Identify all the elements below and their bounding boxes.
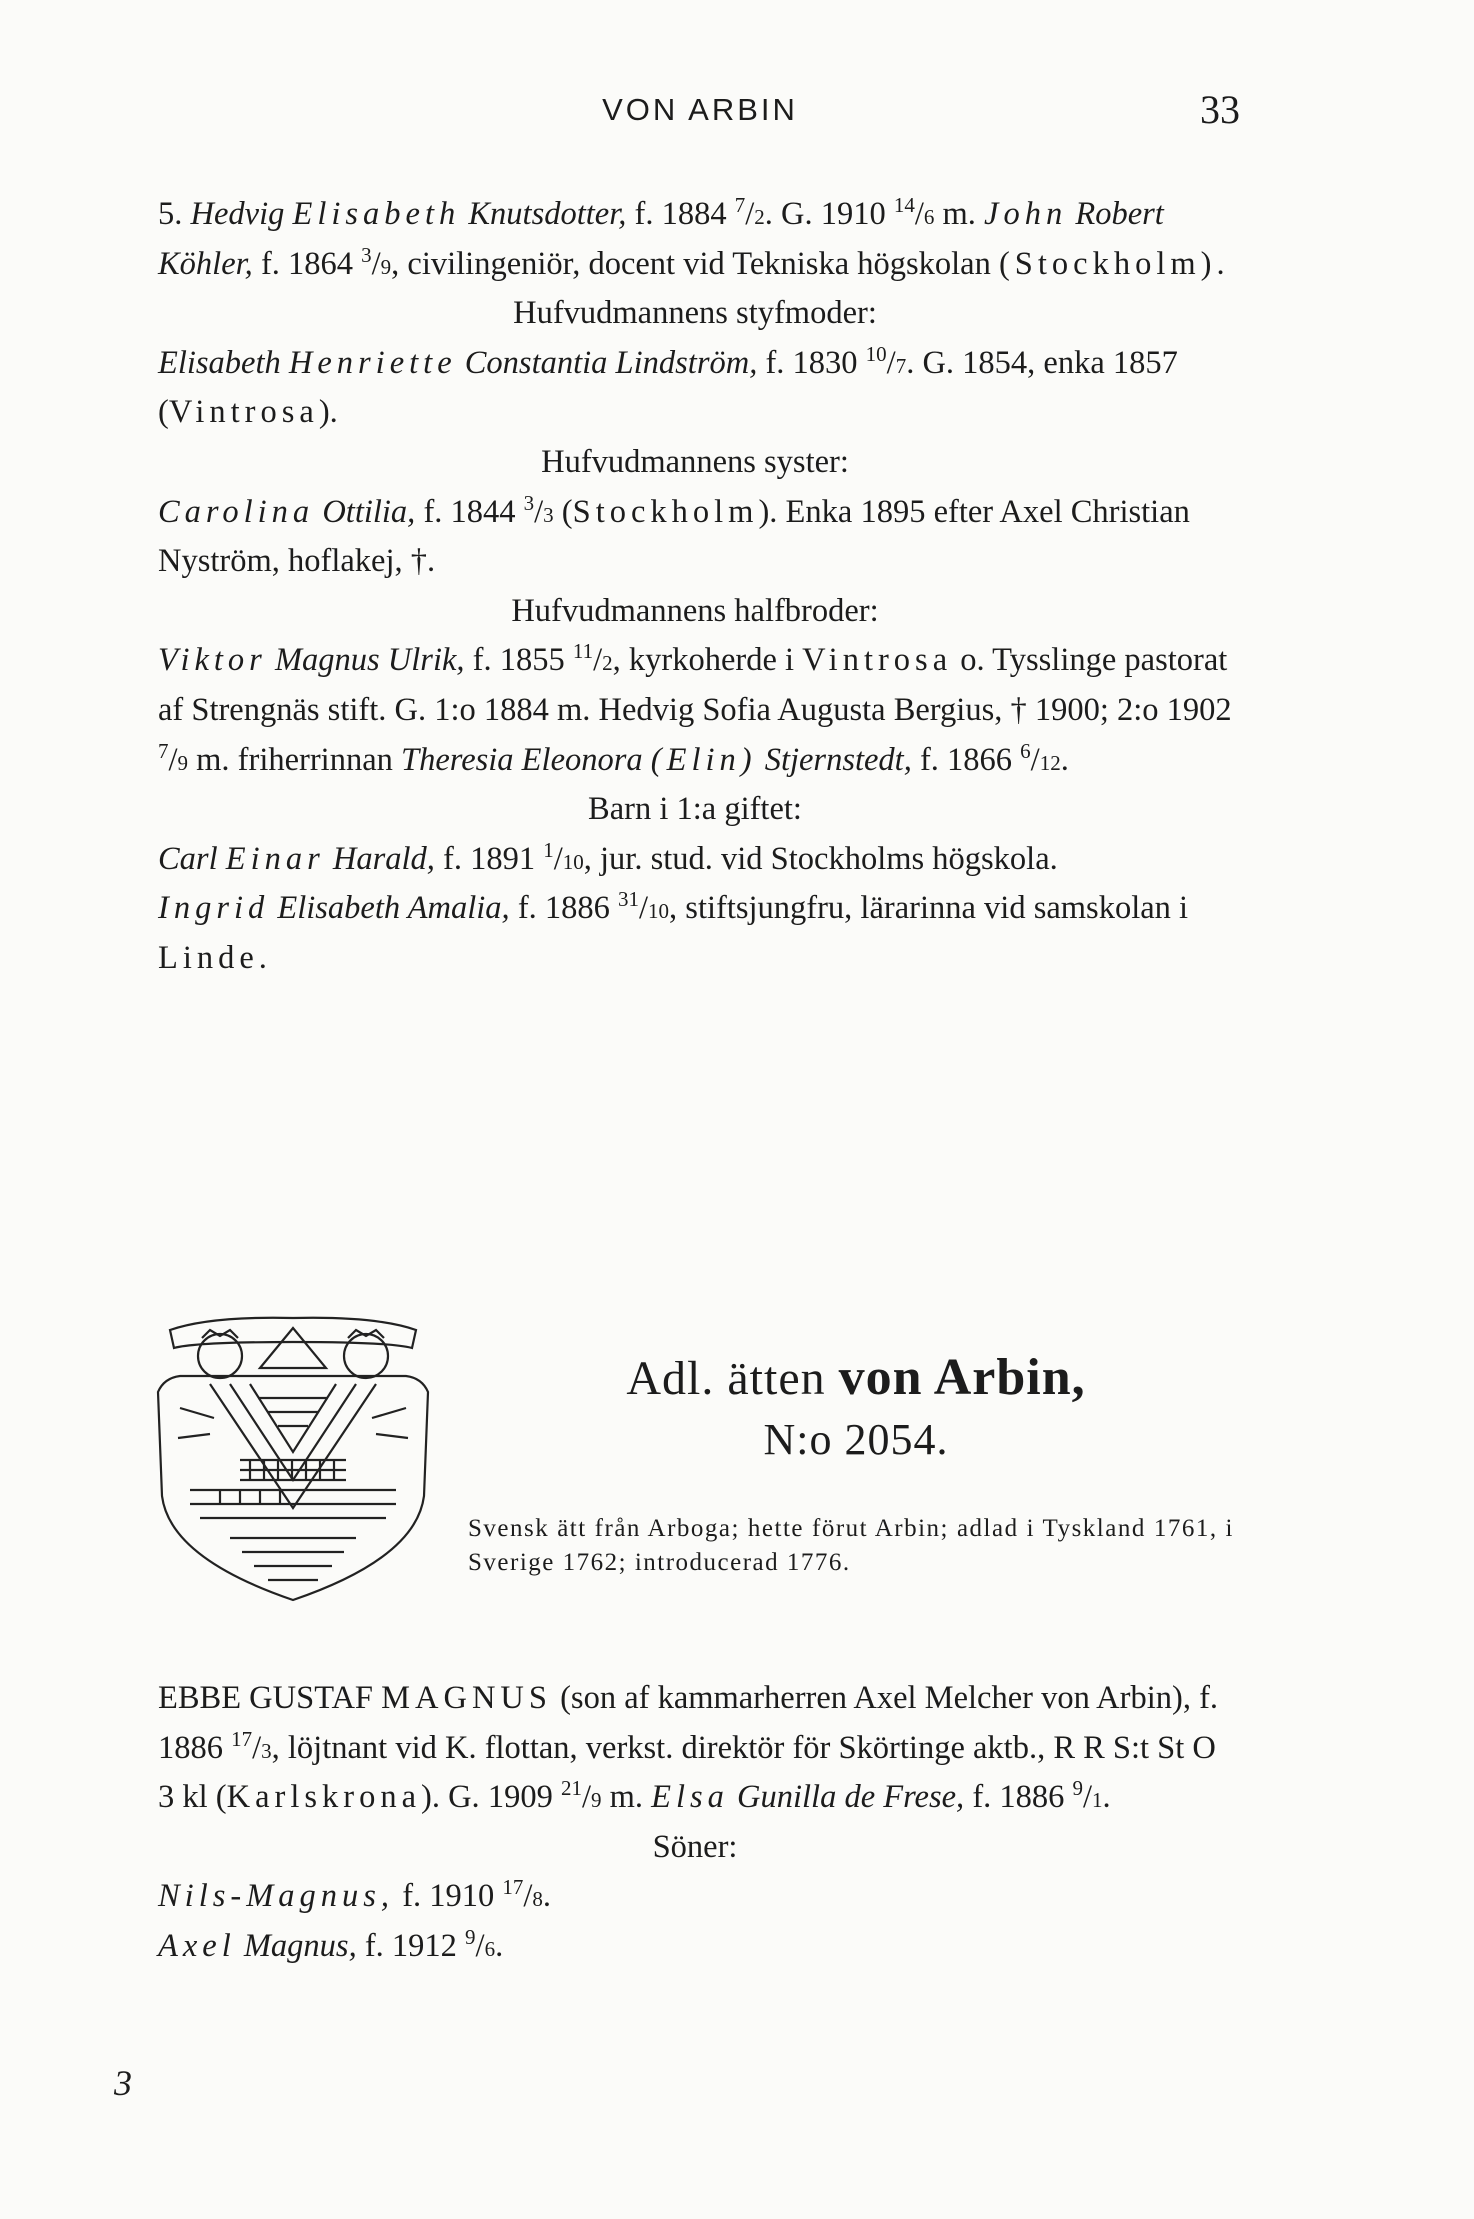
- child-1: Carl Einar Harald, f. 1891 $^1$/10, jur. stud. vid Stockholms högskola.: [158, 837, 1058, 877]
- son-2: Axel Magnus, f. 1912 $^9$/6.: [158, 1924, 504, 1964]
- page-header: [160, 86, 1240, 134]
- entry-5: 5. Hedvig Elisabeth Knutsdotter, f. 1884 $^7$/2. G. 1910 $^{14}$/6 m. John Robert Köhler, f. 1864 $^3$/9, civilingeniör, docent vid Tekniska högskolan (Stockholm).: [158, 193, 1230, 282]
- family-title: [476, 1348, 1236, 1471]
- family-description: Svensk ätt från Arboga; hette förut Arbin; adlad i Tyskland 1761, i Sverige 1762; introducerad 1776.: [468, 1515, 1234, 1576]
- sister-heading: Hufvudmannens syster:: [541, 443, 849, 480]
- page-number: 33: [1200, 87, 1240, 132]
- family-number: N:o 2054.: [763, 1415, 949, 1464]
- halfbrother-entry: Viktor Magnus Ulrik, f. 1855 $^{11}$/2, kyrkoherde i Vintrosa o. Tysslinge pastorat af Strengnäs stift. G. 1:o 1884 m. Hedvig Sofia Augusta Bergius, † 1900; 2:o 1902 $^7$/9 m. friherrinnan Theresia Eleonora (Elin) Stjernstedt, f. 1866 $^6$/12.: [158, 639, 1232, 778]
- child-2: Ingrid Elisabeth Amalia, f. 1886 $^{31}$/10, stiftsjungfru, lärarinna vid samskolan i Linde.: [158, 887, 1189, 976]
- stepmother-heading: Hufvudmannens styfmoder:: [513, 295, 877, 332]
- sister-entry: Carolina Ottilia, f. 1844 $^3$/3 (Stockholm). Enka 1895 efter Axel Christian Nyström, hoflakej, †.: [158, 490, 1190, 580]
- sons-heading: Söner:: [652, 1828, 738, 1865]
- son-1: Nils-Magnus, f. 1910 $^{17}$/8.: [158, 1875, 552, 1915]
- children-heading: Barn i 1:a giftet:: [588, 791, 802, 828]
- halfbrother-heading: Hufvudmannens halfbroder:: [511, 592, 879, 629]
- ebbe-entry: EBBE GUSTAF MAGNUS (son af kammarherren Axel Melcher von Arbin), f. 1886 $^{17}$/3, löjtnant vid K. flottan, verkst. direktör för Skörtinge aktb., R R S:t St O 3 kl (Karlskrona). G. 1909 $^{21}$/9 m. Elsa Gunilla de Frese, f. 1886 $^9$/1.: [158, 1680, 1219, 1816]
- family-name: Adl. ätten von Arbin,: [626, 1349, 1086, 1406]
- signature-mark: 3: [114, 2063, 132, 2103]
- ebbe-entry-block: [158, 1674, 1232, 1972]
- coat-of-arms-icon: [150, 1308, 436, 1606]
- running-head: VON ARBIN: [602, 92, 798, 127]
- stepmother-entry: Elisabeth Henriette Constantia Lindström, f. 1830 $^{10}$/7. G. 1854, enka 1857 (Vintrosa).: [158, 341, 1178, 431]
- entries-continued: [158, 190, 1232, 984]
